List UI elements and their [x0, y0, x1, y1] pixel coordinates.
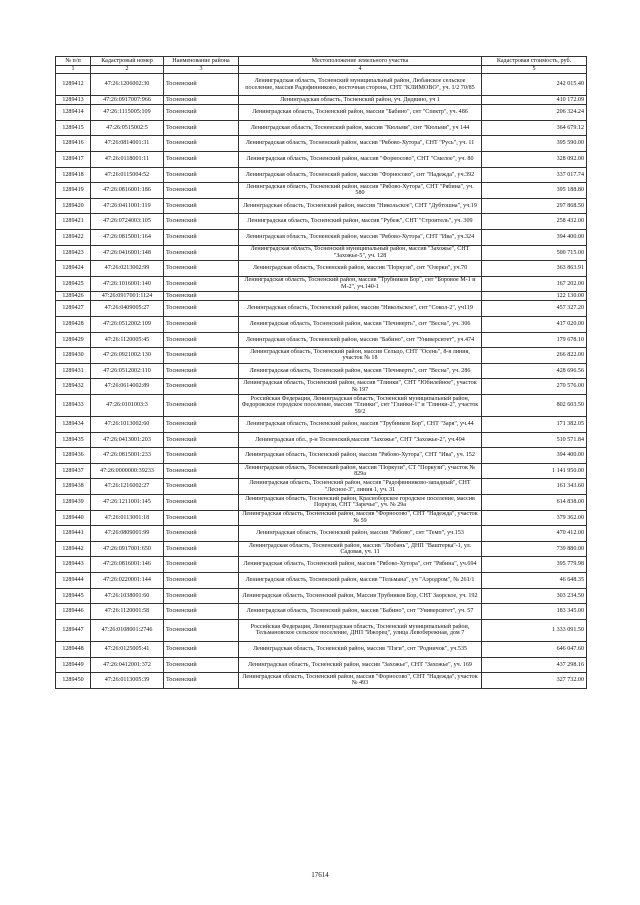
district-cell: Тосненский: [164, 276, 239, 292]
table-row: [56, 316, 587, 332]
row-number-cell: 1289443: [56, 557, 91, 573]
cadastral-number-cell: 47:26:0512002:109: [91, 316, 164, 332]
row-number-cell: 1289421: [56, 214, 91, 230]
row-number-cell: 1289432: [56, 379, 91, 395]
cost-cell: 739 880.00: [482, 541, 587, 557]
district-cell: Тосненский: [164, 151, 239, 167]
cadastral-number-cell: 47:26:0724003:105: [91, 214, 164, 230]
cadastral-number-cell: 47:26:1013002:60: [91, 417, 164, 433]
location-cell: Ленинградская область, Тосненский район, массив "Бабино", снт "Спектр", уч. 486: [239, 105, 482, 121]
table-row: [56, 557, 587, 573]
cost-cell: 1 333 091.50: [482, 619, 587, 641]
row-number-cell: 1289431: [56, 363, 91, 379]
location-cell: Ленинградская область, Тосненский район, массив "Никольское", СНТ "Дубтошна", уч.19: [239, 198, 482, 214]
district-cell: Тосненский: [164, 214, 239, 230]
location-cell: Ленинградская область, Тосненский район, массив "Захожье", СНТ "Захожье", уч. 169: [239, 657, 482, 673]
cost-cell: 410 172.09: [482, 96, 587, 105]
table-row: [56, 151, 587, 167]
cost-cell: 500 715.00: [482, 245, 587, 261]
cost-cell: 363 863.91: [482, 261, 587, 277]
header-index-2: 2: [91, 66, 164, 74]
cost-cell: 437 298.16: [482, 657, 587, 673]
cost-cell: 802 603.50: [482, 394, 587, 416]
location-cell: Ленинградская область, Тосненский район, Красноборское городское поселение, массив Поркузи, СНТ "Заречье", уч. № 29а: [239, 495, 482, 511]
header-index-4: 4: [239, 66, 482, 74]
row-number-cell: 1289416: [56, 136, 91, 152]
location-cell: Ленинградская область, Тосненский район, массив "Тлинки", СНТ "Юбилейное", участок № 197: [239, 379, 482, 395]
row-number-cell: 1289439: [56, 495, 91, 511]
district-cell: Тосненский: [164, 261, 239, 277]
location-cell: Российская Федерация, Ленинградская область, Тосненский муниципальный район, Федоровское городское поселение, массив "Тлинки", снт "Глинки-1" и "Глинки-2", участок 59/2: [239, 394, 482, 416]
row-number-cell: 1289444: [56, 573, 91, 589]
district-cell: Тосненский: [164, 183, 239, 199]
cost-cell: 510 571.84: [482, 432, 587, 448]
location-cell: Ленинградская область, Тосненский район, массив "Поркузи", СТ "Поркузи", участок № 829а: [239, 463, 482, 479]
cadastral-table: [55, 56, 587, 689]
location-cell: Ленинградская область, Тосненский район, массив "Любань", ДНП "Ваштерка"-1, ул. Садовая, уч. 11: [239, 541, 482, 557]
cost-cell: 258 432.00: [482, 214, 587, 230]
district-cell: Тосненский: [164, 495, 239, 511]
table-row: [56, 573, 587, 589]
district-cell: Тосненский: [164, 292, 239, 301]
cadastral-number-cell: 47:26:0115004:52: [91, 167, 164, 183]
table-row: [56, 363, 587, 379]
row-number-cell: 1289438: [56, 479, 91, 495]
cost-cell: 395 779.98: [482, 557, 587, 573]
location-cell: Ленинградская область, Тосненский район, массив "Бабино", снт "Университет", уч. 57: [239, 604, 482, 620]
district-cell: Тосненский: [164, 573, 239, 589]
cost-cell: 242 015.40: [482, 74, 587, 96]
district-cell: Тосненский: [164, 316, 239, 332]
location-cell: Ленинградская область, Тосненский район, массив "Форносово", СНТ "Смелое", уч. 80: [239, 151, 482, 167]
table-row: [56, 526, 587, 542]
cadastral-number-cell: 47:26:0416001:148: [91, 245, 164, 261]
row-number-cell: 1289419: [56, 183, 91, 199]
cadastral-number-cell: 47:26:1038001:60: [91, 588, 164, 604]
cost-cell: 614 838.00: [482, 495, 587, 511]
district-cell: Тосненский: [164, 301, 239, 317]
table-row: [56, 105, 587, 121]
cost-cell: 395 590.00: [482, 136, 587, 152]
location-cell: Ленинградская область, Тосненский район, массив "Радофинниково-западный", СНТ "Лесное-3", линия 1, уч. 31: [239, 479, 482, 495]
header-location: Местоположение земельного участка: [239, 57, 482, 66]
table-row: [56, 641, 587, 657]
row-number-cell: 1289448: [56, 641, 91, 657]
cost-cell: 122 130.00: [482, 292, 587, 301]
district-cell: Тосненский: [164, 332, 239, 348]
district-cell: Тосненский: [164, 96, 239, 105]
table-row: [56, 292, 587, 301]
cadastral-number-cell: 47:26:0614002:89: [91, 379, 164, 395]
district-cell: Тосненский: [164, 510, 239, 526]
row-number-cell: 1289428: [56, 316, 91, 332]
row-number-cell: 1289430: [56, 348, 91, 364]
district-cell: Тосненский: [164, 74, 239, 96]
location-cell: Ленинградская область, Тосненский район, массив "Печнверть", снт "Весна", уч. 306: [239, 316, 482, 332]
location-cell: Ленинградская область, Тосненский район, массив "Рябово-Хутора", СНТ "Рябина", уч. 580: [239, 183, 482, 199]
cost-cell: 270 576.00: [482, 379, 587, 395]
cadastral-number-cell: 47:26:0816001:146: [91, 557, 164, 573]
header-index-3: 3: [164, 66, 239, 74]
cadastral-number-cell: 47:26:1115005:109: [91, 105, 164, 121]
cadastral-number-cell: 47:26:0213002:99: [91, 261, 164, 277]
cost-cell: 1 141 950.00: [482, 463, 587, 479]
location-cell: Ленинградская область, Тосненский район, массив "Никольское", снт "Сокол-2", уч119: [239, 301, 482, 317]
district-cell: Тосненский: [164, 245, 239, 261]
cadastral-number-cell: 47:26:1211001:145: [91, 495, 164, 511]
row-number-cell: 1289420: [56, 198, 91, 214]
location-cell: Ленинградская область, Тосненский район, Массив Трубников Бор, СНТ Заорское, уч. 192: [239, 588, 482, 604]
location-cell: Ленинградская область, Тосненский район, массив "Форносово", СНТ "Надежда", участок № 493: [239, 673, 482, 689]
table-row: [56, 495, 587, 511]
cost-cell: 183 345.00: [482, 604, 587, 620]
row-number-cell: 1289445: [56, 588, 91, 604]
cadastral-number-cell: 47:26:0917001:650: [91, 541, 164, 557]
location-cell: Ленинградская область, Тосненский район, массив "Трубников Бор", СНТ "Заря", уч.44: [239, 417, 482, 433]
location-cell: Ленинградская область, Тосненский район, массив "Кюльмя", снт "Кюльмя", уч 144: [239, 120, 482, 136]
district-cell: Тосненский: [164, 394, 239, 416]
cadastral-number-cell: 47:26:0917007:966: [91, 96, 164, 105]
table-row: [56, 332, 587, 348]
cost-cell: 327 732.00: [482, 673, 587, 689]
row-number-cell: 1289415: [56, 120, 91, 136]
location-cell: Ленинградская область, Тосненский район, массив "Тельмана", уч "Аэродром", № 261/1: [239, 573, 482, 589]
cadastral-number-cell: 47:26:0409005:27: [91, 301, 164, 317]
table-row: [56, 96, 587, 105]
district-cell: Тосненский: [164, 479, 239, 495]
row-number-cell: 1289435: [56, 432, 91, 448]
location-cell: Ленинградская область, Тосненский район, массив "Рябово-Хутора", СНТ "Ива", уч.324: [239, 229, 482, 245]
cadastral-number-cell: 47:26:0917001:1124: [91, 292, 164, 301]
cost-cell: 395 188.80: [482, 183, 587, 199]
row-number-cell: 1289436: [56, 448, 91, 464]
table-row: [56, 463, 587, 479]
district-cell: Тосненский: [164, 641, 239, 657]
district-cell: Тосненский: [164, 619, 239, 641]
cost-cell: 171 382.05: [482, 417, 587, 433]
location-cell: Ленинградская область, Тосненский район, массив "Поркузи", снт "Озерки", уч.70: [239, 261, 482, 277]
cadastral-number-cell: 47:26:0809001:99: [91, 526, 164, 542]
cadastral-number-cell: 47:26:0515002:5: [91, 120, 164, 136]
row-number-cell: 1289418: [56, 167, 91, 183]
cost-cell: 161 343.60: [482, 479, 587, 495]
location-cell: Ленинградская область, Тосненский район, уч. Дидвино, уч 1: [239, 96, 482, 105]
district-cell: Тосненский: [164, 120, 239, 136]
row-number-cell: 1289425: [56, 276, 91, 292]
district-cell: Тосненский: [164, 167, 239, 183]
cadastral-number-cell: 47:26:0118001:11: [91, 151, 164, 167]
cadastral-number-cell: 47:26:1206002:30: [91, 74, 164, 96]
district-cell: Тосненский: [164, 348, 239, 364]
table-row: [56, 183, 587, 199]
table-row: [56, 417, 587, 433]
cost-cell: 457 327.20: [482, 301, 587, 317]
cost-cell: 379 362.00: [482, 510, 587, 526]
district-cell: Тосненский: [164, 363, 239, 379]
cost-cell: 646 047.60: [482, 641, 587, 657]
row-number-cell: 1289447: [56, 619, 91, 641]
row-number-cell: 1289429: [56, 332, 91, 348]
cadastral-number-cell: 47:26:0412001:372: [91, 657, 164, 673]
cadastral-number-cell: 47:26:0921002:130: [91, 348, 164, 364]
district-cell: Тосненский: [164, 198, 239, 214]
district-cell: Тосненский: [164, 541, 239, 557]
table-header: [56, 57, 587, 74]
row-number-cell: 1289422: [56, 229, 91, 245]
location-cell: Ленинградская область, Тосненский район, массив "Рубеж", СНТ "Строитель", уч. 309: [239, 214, 482, 230]
cadastral-number-cell: 47:26:0816001:186: [91, 183, 164, 199]
cadastral-number-cell: 47:26:1120005:45: [91, 332, 164, 348]
table-row: [56, 541, 587, 557]
table-row: [56, 448, 587, 464]
row-number-cell: 1289426: [56, 292, 91, 301]
cost-cell: 394 400.00: [482, 229, 587, 245]
cadastral-number-cell: 47:26:0125005:41: [91, 641, 164, 657]
table-row: [56, 394, 587, 416]
cadastral-number-cell: 47:26:0000000:39233: [91, 463, 164, 479]
location-cell: Ленинградская область, Тосненский район, массив "Рябово", снт "Темп", уч.153: [239, 526, 482, 542]
cadastral-number-cell: 47:26:1016001:140: [91, 276, 164, 292]
row-number-cell: 1289417: [56, 151, 91, 167]
district-cell: Тосненский: [164, 604, 239, 620]
page-number: 17614: [311, 871, 329, 879]
table-row: [56, 167, 587, 183]
cost-cell: 470 412.00: [482, 526, 587, 542]
table-row: [56, 74, 587, 96]
table-row: [56, 120, 587, 136]
row-number-cell: 1289440: [56, 510, 91, 526]
cadastral-number-cell: 47:26:0512002:110: [91, 363, 164, 379]
table-row: [56, 379, 587, 395]
cost-cell: 328 092.00: [482, 151, 587, 167]
location-cell: Ленинградская область, Тосненский район, массив "Бабино", снт "Университет", уч.474: [239, 332, 482, 348]
cadastral-number-cell: 47:26:1216002:27: [91, 479, 164, 495]
location-cell: [239, 292, 482, 301]
district-cell: Тосненский: [164, 673, 239, 689]
location-cell: Ленинградская область, Тосненский район, массив "Форносово", СНТ "Надежда", участок № 59: [239, 510, 482, 526]
cadastral-number-cell: 47:26:0108001:2746: [91, 619, 164, 641]
table-row: [56, 619, 587, 641]
location-cell: Российская Федерация, Ленинградская область, Тосненский муниципальный район, Тельмановское сельское поселение, ДНП "Ижорец", улица Левобережная, дом 7: [239, 619, 482, 641]
location-cell: Ленинградская обл., р-н Тосненский,массив "Захожье", СНТ "Захожье-2", уч.494: [239, 432, 482, 448]
row-number-cell: 1289446: [56, 604, 91, 620]
cost-cell: 417 020.00: [482, 316, 587, 332]
row-number-cell: 1289450: [56, 673, 91, 689]
cost-cell: 394 400.00: [482, 448, 587, 464]
district-cell: Тосненский: [164, 588, 239, 604]
cost-cell: 428 696.56: [482, 363, 587, 379]
table-body: [56, 74, 587, 689]
table-row: [56, 510, 587, 526]
header-cost: Кадастровая стоимость, руб.: [482, 57, 587, 66]
location-cell: Ленинградская область, Тосненский район, массив "Рябово-Хутора", СНТ "Русь", уч. 11: [239, 136, 482, 152]
table-row: [56, 198, 587, 214]
cadastral-number-cell: 47:26:0413001:203: [91, 432, 164, 448]
location-cell: Ленинградская область, Тосненский район, массив "Трубников Бор", снт "Боровое М-1 и М-2", уч.140-1: [239, 276, 482, 292]
row-number-cell: 1289441: [56, 526, 91, 542]
table-row: [56, 348, 587, 364]
cadastral-number-cell: 47:26:0113001:18: [91, 510, 164, 526]
row-number-cell: 1289423: [56, 245, 91, 261]
location-cell: Ленинградская область, Тосненский муниципальный район, массив "Захожье", СНТ "Захожье-5", уч. 128: [239, 245, 482, 261]
table-row: [56, 479, 587, 495]
district-cell: Тосненский: [164, 557, 239, 573]
cost-cell: 303 234.50: [482, 588, 587, 604]
cadastral-number-cell: 47:26:0220001:144: [91, 573, 164, 589]
table-row: [56, 604, 587, 620]
location-cell: Ленинградская область, Тосненский район, массив "Рябово-Хутора", СНТ "Ива", уч. 152: [239, 448, 482, 464]
row-number-cell: 1289412: [56, 74, 91, 96]
location-cell: Ленинградская область, Тосненский муниципальный район, Любанское сельское поселение, массив Радофинниково, восточная сторона, СНТ "КЛИМОВО", уч. 1/2 70/85: [239, 74, 482, 96]
district-cell: Тосненский: [164, 432, 239, 448]
table-row: [56, 588, 587, 604]
row-number-cell: 1289433: [56, 394, 91, 416]
row-number-cell: 1289437: [56, 463, 91, 479]
location-cell: Ленинградская область, Тосненский район, массив Сельцо, СНТ "Осень", 8-я линия, участок № 18: [239, 348, 482, 364]
cost-cell: 206 324.24: [482, 105, 587, 121]
district-cell: Тосненский: [164, 105, 239, 121]
district-cell: Тосненский: [164, 526, 239, 542]
row-number-cell: 1289442: [56, 541, 91, 557]
location-cell: Ленинградская область, Тосненский район, массив "Форносово", снт "Надежда", уч.392: [239, 167, 482, 183]
district-cell: Тосненский: [164, 463, 239, 479]
cadastral-number-cell: 47:26:0113005:39: [91, 673, 164, 689]
table-row: [56, 301, 587, 317]
cost-cell: 179 678.10: [482, 332, 587, 348]
cost-cell: 364 679.12: [482, 120, 587, 136]
cadastral-number-cell: 47:26:0814001:31: [91, 136, 164, 152]
row-number-cell: 1289413: [56, 96, 91, 105]
table-row: [56, 432, 587, 448]
cost-cell: 266 822.00: [482, 348, 587, 364]
row-number-cell: 1289427: [56, 301, 91, 317]
table-row: [56, 657, 587, 673]
row-number-cell: 1289424: [56, 261, 91, 277]
table-row: [56, 245, 587, 261]
header-cadastral-number: Кадастровый номер: [91, 57, 164, 66]
location-cell: Ленинградская область, Тосненский район, массив "Пэги", снт "Родничок", уч.535: [239, 641, 482, 657]
header-district: Наименование района: [164, 57, 239, 66]
table-row: [56, 276, 587, 292]
row-number-cell: 1289434: [56, 417, 91, 433]
table-row: [56, 673, 587, 689]
table-row: [56, 214, 587, 230]
district-cell: Тосненский: [164, 448, 239, 464]
cadastral-number-cell: 47:26:0101003:3: [91, 394, 164, 416]
table-row: [56, 136, 587, 152]
cost-cell: 297 868.50: [482, 198, 587, 214]
cadastral-number-cell: 47:26:0411001:119: [91, 198, 164, 214]
header-index-5: 5: [482, 66, 587, 74]
cadastral-number-cell: 47:26:0815001:233: [91, 448, 164, 464]
cost-cell: 167 202.00: [482, 276, 587, 292]
table-row: [56, 229, 587, 245]
row-number-cell: 1289414: [56, 105, 91, 121]
location-cell: Ленинградская область, Тосненский район, массив "Печнверть", снт "Весна", уч. 286: [239, 363, 482, 379]
district-cell: Тосненский: [164, 657, 239, 673]
district-cell: Тосненский: [164, 229, 239, 245]
cost-cell: 46 648.35: [482, 573, 587, 589]
district-cell: Тосненский: [164, 136, 239, 152]
header-num: № п/п: [56, 57, 91, 66]
cost-cell: 337 017.74: [482, 167, 587, 183]
district-cell: Тосненский: [164, 417, 239, 433]
district-cell: Тосненский: [164, 379, 239, 395]
cadastral-number-cell: 47:26:1120001:58: [91, 604, 164, 620]
location-cell: Ленинградская область, Тосненский район, массив "Рябово-Хутора", снт "Рябина", уч.694: [239, 557, 482, 573]
header-index-1: 1: [56, 66, 91, 74]
cadastral-number-cell: 47:26:0815001:164: [91, 229, 164, 245]
table-row: [56, 261, 587, 277]
row-number-cell: 1289449: [56, 657, 91, 673]
